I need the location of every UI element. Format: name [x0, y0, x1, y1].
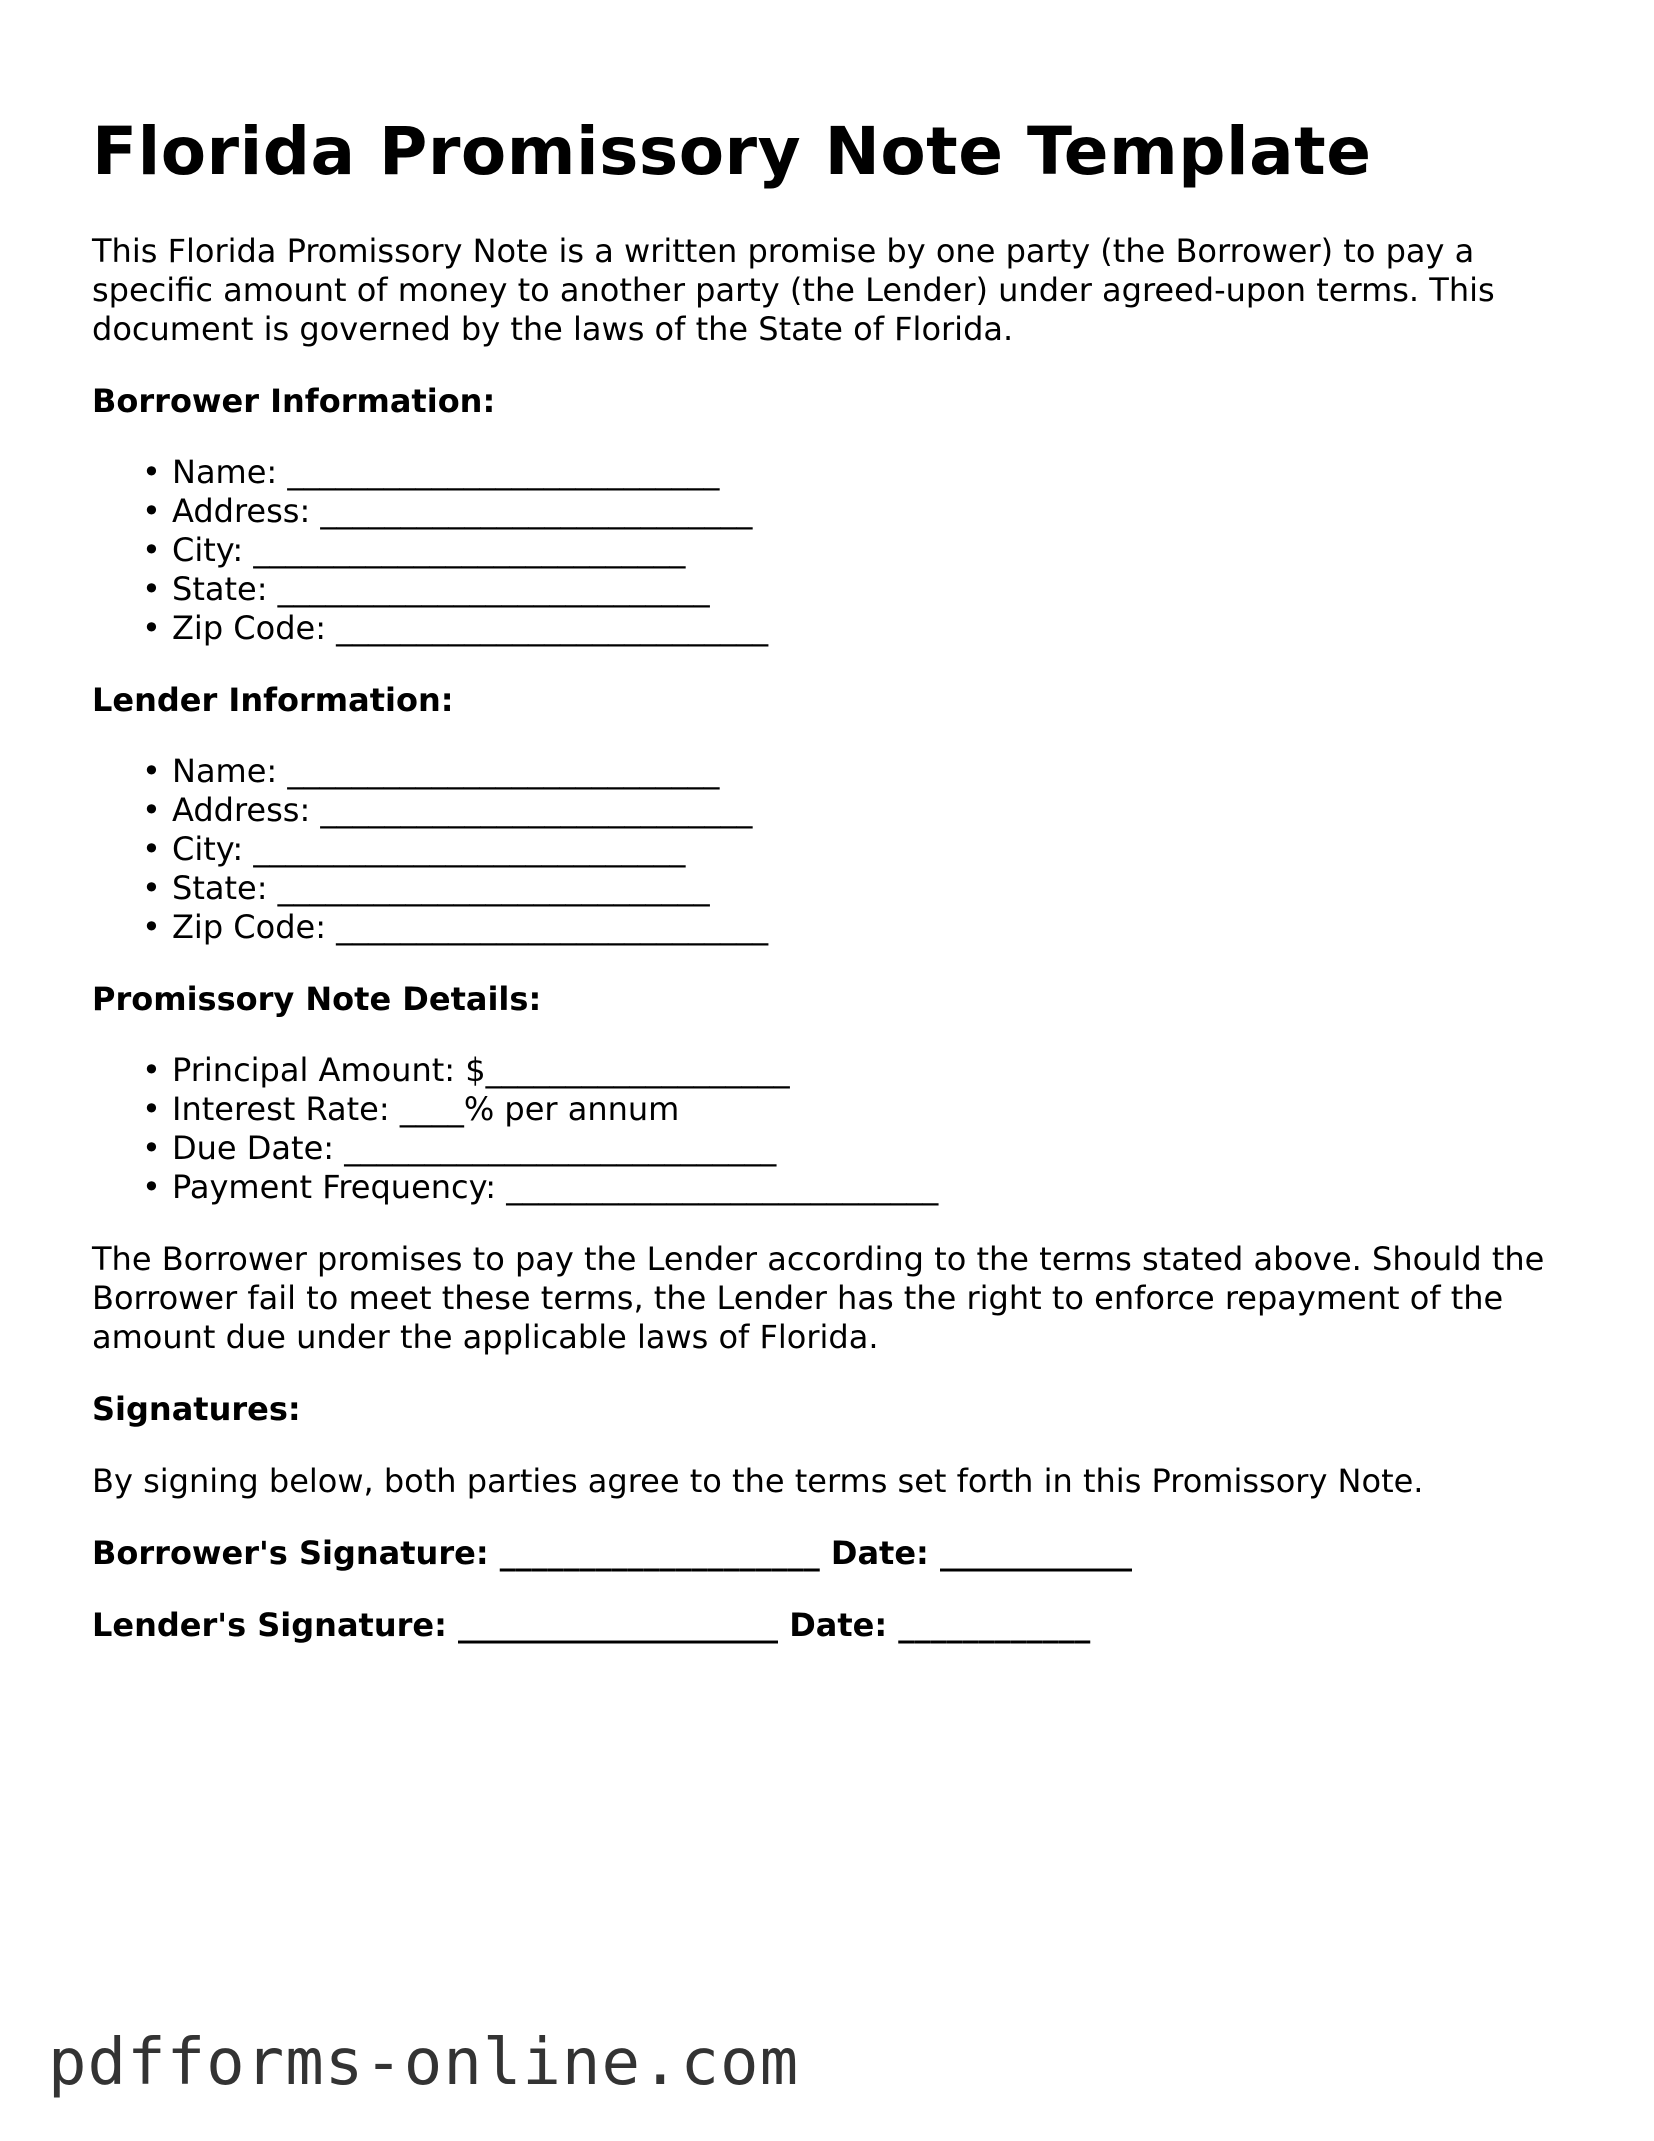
- lender-state-field: State: ___________________________: [172, 869, 710, 907]
- list-item: [142, 492, 1572, 531]
- bullet-icon: •: [142, 1090, 161, 1128]
- interest-rate-field: Interest Rate: ____% per annum: [172, 1090, 680, 1128]
- bullet-icon: •: [142, 830, 161, 868]
- borrower-address-field: Address: ___________________________: [172, 492, 753, 530]
- lender-name-field: Name: ___________________________: [172, 752, 720, 790]
- bullet-icon: •: [142, 1051, 161, 1089]
- borrower-city-field: City: ___________________________: [172, 531, 686, 569]
- list-item: [142, 1090, 1572, 1129]
- borrower-state-field: State: ___________________________: [172, 570, 710, 608]
- bullet-icon: •: [142, 908, 161, 946]
- bullet-icon: •: [142, 492, 161, 530]
- terms-paragraph: The Borrower promises to pay the Lender according to the terms stated above. Should the Borrower fail to meet these terms, the Lender has the right to enforce repayment of the amount due under the applicable laws of Florida.: [92, 1240, 1545, 1356]
- bullet-icon: •: [142, 531, 161, 569]
- list-item: [142, 908, 1572, 947]
- bullet-icon: •: [142, 1168, 161, 1206]
- bullet-icon: •: [142, 453, 161, 491]
- intro-paragraph: This Florida Promissory Note is a written promise by one party (the Borrower) to pay a specific amount of money to another party (the Lender) under agreed-upon terms. This document is governed by the laws of the State of Florida.: [92, 232, 1495, 348]
- due-date-field: Due Date: ___________________________: [172, 1129, 777, 1167]
- signatures-heading: Signatures:: [92, 1390, 301, 1428]
- list-item: [142, 830, 1572, 869]
- bullet-icon: •: [142, 609, 161, 647]
- document-page: [92, 112, 1572, 1645]
- list-item: [142, 791, 1572, 830]
- bullet-icon: •: [142, 869, 161, 907]
- borrower-signature-line: Borrower's Signature: ____________________ Date: ____________: [92, 1534, 1132, 1572]
- document-title: Florida Promissory Note Template: [92, 113, 1372, 190]
- lender-city-field: City: ___________________________: [172, 830, 686, 868]
- watermark: pdfforms-online.com: [48, 2026, 800, 2100]
- borrower-name-field: Name: ___________________________: [172, 453, 720, 491]
- principal-amount-field: Principal Amount: $___________________: [172, 1051, 790, 1089]
- lender-zip-field: Zip Code: ___________________________: [172, 908, 769, 946]
- list-item: [142, 570, 1572, 609]
- payment-frequency-field: Payment Frequency: ___________________________: [172, 1168, 939, 1206]
- borrower-heading: Borrower Information:: [92, 382, 496, 420]
- details-heading: Promissory Note Details:: [92, 980, 542, 1018]
- list-item: [142, 1051, 1572, 1090]
- list-item: [142, 1129, 1572, 1168]
- bullet-icon: •: [142, 570, 161, 608]
- list-item: [142, 1168, 1572, 1207]
- list-item: [142, 609, 1572, 648]
- lender-fields-list: [92, 752, 1572, 947]
- lender-address-field: Address: ___________________________: [172, 791, 753, 829]
- borrower-zip-field: Zip Code: ___________________________: [172, 609, 769, 647]
- list-item: [142, 752, 1572, 791]
- bullet-icon: •: [142, 752, 161, 790]
- signatures-statement: By signing below, both parties agree to the terms set forth in this Promissory Note.: [92, 1462, 1424, 1500]
- list-item: [142, 531, 1572, 570]
- bullet-icon: •: [142, 791, 161, 829]
- borrower-fields-list: [92, 453, 1572, 648]
- list-item: [142, 453, 1572, 492]
- lender-signature-line: Lender's Signature: ____________________ Date: ____________: [92, 1606, 1091, 1644]
- lender-heading: Lender Information:: [92, 681, 454, 719]
- details-fields-list: [92, 1051, 1572, 1207]
- list-item: [142, 869, 1572, 908]
- bullet-icon: •: [142, 1129, 161, 1167]
